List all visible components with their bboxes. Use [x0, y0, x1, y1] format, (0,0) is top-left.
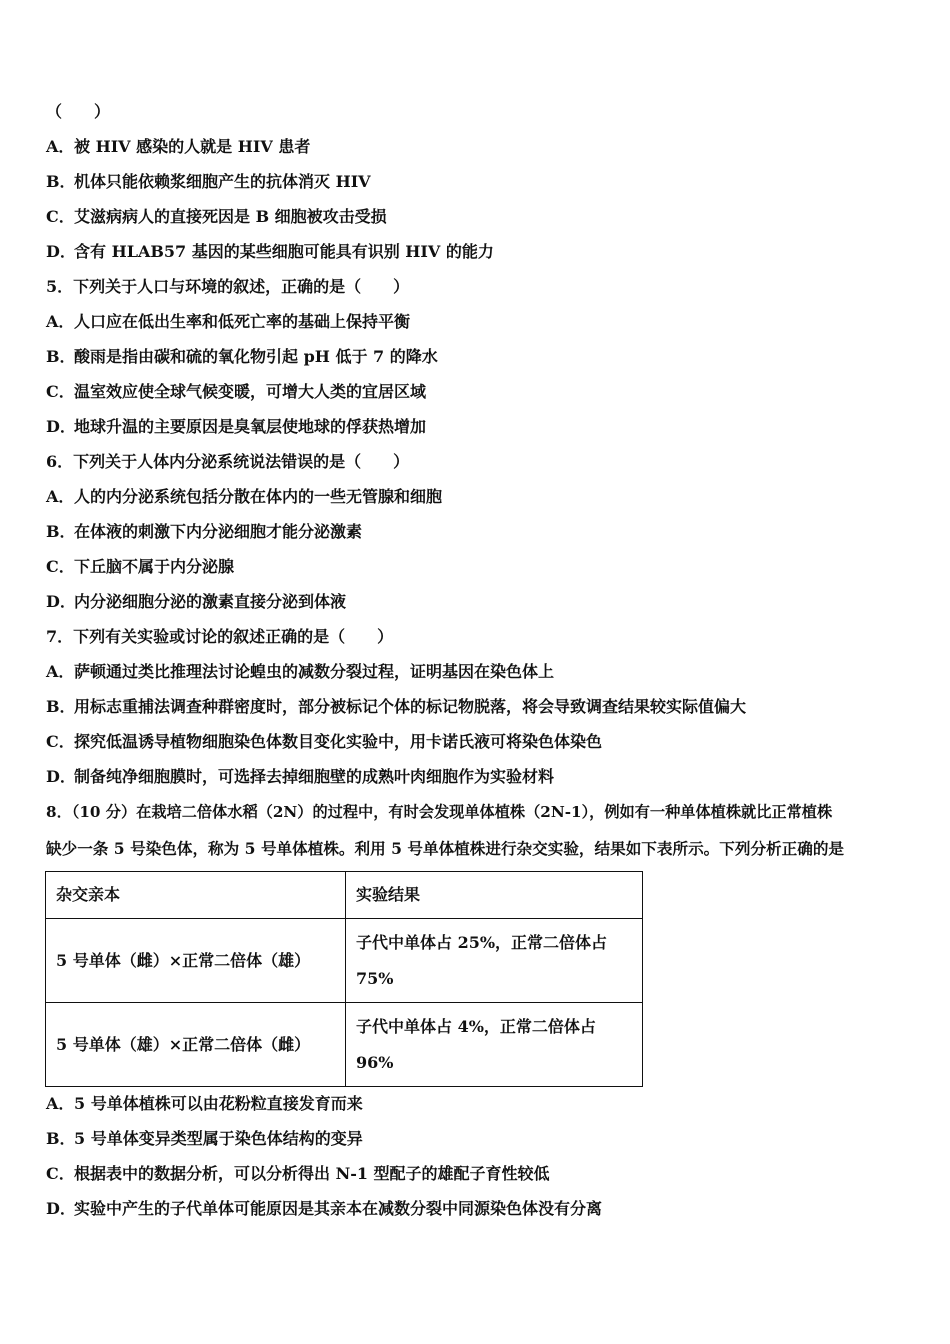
table-cell-result [346, 919, 643, 1003]
result-line-2: 75% [356, 968, 394, 988]
option-letter: C． [46, 382, 75, 401]
cross-results-table [45, 871, 643, 1087]
q6-option-c [46, 554, 234, 580]
option-text: 酸雨是指由碳和硫的氧化物引起 pH 低于 7 的降水 [74, 347, 438, 366]
option-text: 制备纯净细胞膜时，可选择去掉细胞壁的成熟叶肉细胞作为实验材料 [74, 767, 555, 786]
option-letter: B． [46, 172, 76, 191]
option-text: 在体液的刺激下内分泌细胞才能分泌激素 [74, 522, 363, 541]
option-text: 机体只能依赖浆细胞产生的抗体消灭 HIV [74, 172, 371, 191]
option-letter: D． [46, 242, 76, 261]
option-letter: A． [46, 1094, 75, 1113]
q4-option-b [46, 169, 371, 195]
option-letter: D． [46, 1199, 76, 1218]
question-7-stem: 7．下列有关实验或讨论的叙述正确的是（ ） [46, 627, 394, 646]
table-header-parent: 杂交亲本 [46, 872, 346, 919]
table-header-row [46, 872, 643, 919]
q5-option-c [46, 379, 426, 405]
q8-option-c [46, 1161, 550, 1187]
option-text: 人口应在低出生率和低死亡率的基础上保持平衡 [74, 312, 411, 331]
option-letter: C． [46, 1164, 75, 1183]
table-header-result: 实验结果 [346, 872, 643, 919]
option-letter: B． [46, 347, 76, 366]
option-text: 探究低温诱导植物细胞染色体数目变化实验中，用卡诺氏液可将染色体染色 [74, 732, 603, 751]
q4-option-d [46, 239, 494, 265]
q7-option-d [46, 764, 554, 790]
q6-option-b [46, 519, 362, 545]
q8-option-b [46, 1126, 363, 1152]
q4-option-a [46, 134, 310, 160]
option-letter: B． [46, 1129, 76, 1148]
q7-option-c [46, 729, 602, 755]
option-letter: B． [46, 697, 76, 716]
result-line-1: 子代中单体占 4%，正常二倍体占 [356, 1016, 596, 1036]
q6-option-a [46, 484, 442, 510]
option-text: 艾滋病病人的直接死因是 B 细胞被攻击受损 [74, 207, 387, 226]
table-cell-result [346, 1003, 643, 1087]
option-text: 人的内分泌系统包括分散在体内的一些无管腺和细胞 [74, 487, 443, 506]
question-5-stem: 5．下列关于人口与环境的叙述，正确的是（ ） [46, 277, 410, 296]
q7-option-b [46, 694, 746, 720]
q8-option-a [46, 1091, 363, 1117]
result-line-2: 96% [356, 1052, 394, 1072]
option-text: 下丘脑不属于内分泌腺 [74, 557, 235, 576]
option-text: 实验中产生的子代单体可能原因是其亲本在减数分裂中同源染色体没有分离 [74, 1199, 603, 1218]
question-8-stem-line-2: 缺少一条 5 号染色体，称为 5 号单体植株。利用 5 号单体植株进行杂交实验，结果如下表所示。下列分析正确的是 [46, 839, 845, 858]
option-text: 温室效应使全球气候变暖，可增大人类的宜居区域 [74, 382, 427, 401]
option-letter: A． [46, 137, 75, 156]
option-text: 5 号单体变异类型属于染色体结构的变异 [74, 1129, 363, 1148]
option-letter: A． [46, 662, 75, 681]
q7-option-a [46, 659, 554, 685]
option-letter: A． [46, 487, 75, 506]
table-row [46, 1003, 643, 1087]
q5-option-d [46, 414, 426, 440]
q4-option-c [46, 204, 387, 230]
option-text: 内分泌细胞分泌的激素直接分泌到体液 [74, 592, 347, 611]
table-cell-parent: 5 号单体（雌）×正常二倍体（雄） [46, 919, 346, 1003]
table-row [46, 919, 643, 1003]
option-letter: C． [46, 732, 75, 751]
option-text: 用标志重捕法调查种群密度时，部分被标记个体的标记物脱落，将会导致调查结果较实际值偏大 [74, 697, 747, 716]
option-text: 地球升温的主要原因是臭氧层使地球的俘获热增加 [74, 417, 427, 436]
q5-option-a [46, 309, 410, 335]
question-6-stem: 6．下列关于人体内分泌系统说法错误的是（ ） [46, 452, 410, 471]
q6-option-d [46, 589, 346, 615]
option-letter: D． [46, 592, 76, 611]
question-4-tail: （ ） [46, 102, 111, 121]
table-cell-parent: 5 号单体（雄）×正常二倍体（雌） [46, 1003, 346, 1087]
q8-option-d [46, 1196, 602, 1222]
option-letter: C． [46, 557, 75, 576]
option-text: 含有 HLAB57 基因的某些细胞可能具有识别 HIV 的能力 [74, 242, 494, 261]
option-letter: D． [46, 767, 76, 786]
option-text: 被 HIV 感染的人就是 HIV 患者 [74, 137, 311, 156]
option-letter: A． [46, 312, 75, 331]
question-8-stem-line-1: 8．（10 分）在栽培二倍体水稻（2N）的过程中，有时会发现单体植株（2N-1），例如有一种单体植株就比正常植株 [46, 803, 833, 821]
q5-option-b [46, 344, 438, 370]
option-letter: D． [46, 417, 76, 436]
option-letter: C． [46, 207, 75, 226]
option-text: 5 号单体植株可以由花粉粒直接发育而来 [74, 1094, 363, 1113]
option-text: 萨顿通过类比推理法讨论蝗虫的减数分裂过程，证明基因在染色体上 [74, 662, 555, 681]
option-text: 根据表中的数据分析，可以分析得出 N-1 型配子的雄配子育性较低 [74, 1164, 550, 1183]
option-letter: B． [46, 522, 76, 541]
result-line-1: 子代中单体占 25%，正常二倍体占 [356, 932, 608, 952]
